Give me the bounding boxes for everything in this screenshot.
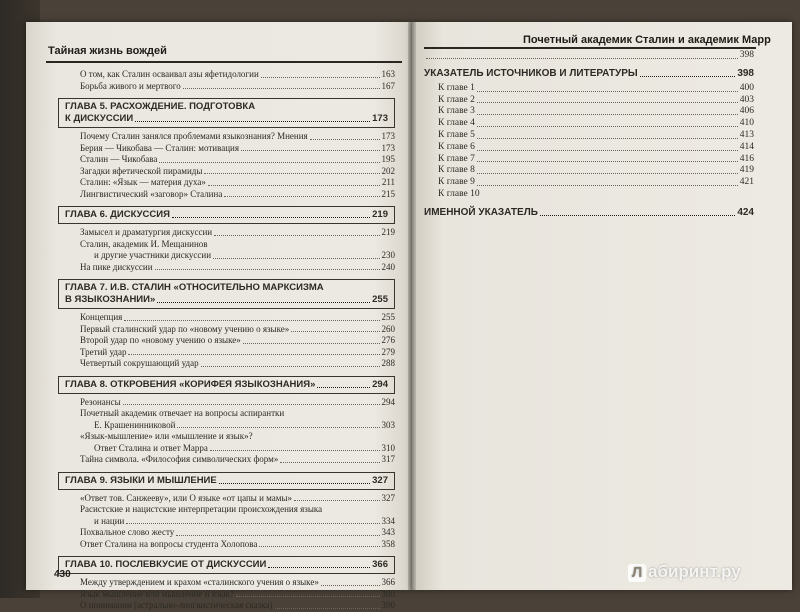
toc-page-number: 279 [381, 346, 395, 357]
dot-leader [177, 427, 379, 428]
toc-page-number: 288 [381, 358, 395, 368]
dot-leader [236, 596, 380, 597]
chapter-heading [58, 556, 395, 574]
toc-page-number: 421 [739, 177, 754, 188]
dot-leader [213, 258, 379, 259]
toc-entry-title: Загадки яфетической пирамиды [80, 165, 203, 176]
chapter-heading-line [65, 101, 388, 113]
dot-leader [426, 58, 738, 59]
toc-page-number: 173 [381, 142, 395, 153]
toc-entry [80, 81, 395, 93]
toc-entry-title: Между утверждением и крахом «сталинского учения о языке» [80, 577, 319, 587]
toc-entry [80, 335, 395, 347]
toc-entry [80, 250, 395, 262]
dot-leader [126, 523, 379, 524]
dot-leader [201, 366, 380, 367]
toc-entry-title: «Ответ тов. Санжееву», или О языке «от цапы и мамы» [80, 492, 293, 503]
toc-page-number: 310 [381, 442, 395, 453]
toc-entry [424, 83, 754, 95]
dot-leader [477, 173, 738, 174]
toc-entry-title: Похвальное слово жесту [80, 527, 175, 537]
toc-page-number: 202 [381, 165, 395, 176]
toc-entry [80, 516, 395, 528]
toc-entry [80, 347, 395, 359]
watermark [628, 562, 741, 582]
toc-entry [424, 95, 754, 107]
dot-leader [214, 235, 379, 236]
dot-leader [321, 585, 380, 586]
toc-page-number: 414 [739, 141, 754, 152]
toc-left-column [65, 69, 395, 612]
chapter-heading [424, 207, 754, 219]
dot-leader [261, 77, 380, 78]
chapter-page-number: 173 [372, 113, 388, 124]
toc-entry-line: Сталин, академик И. Мещанинов [80, 238, 208, 249]
toc-page-number: 294 [381, 396, 395, 407]
chapter-title-text: ГЛАВА 6. ДИСКУССИЯ [65, 209, 170, 220]
toc-entry-title: Сталин — Чикобава [80, 154, 158, 164]
toc-entry [80, 324, 395, 336]
dot-leader [224, 196, 379, 197]
toc-entry [424, 130, 754, 142]
chapter-heading-line [65, 475, 388, 487]
dot-leader [208, 185, 380, 186]
dot-leader [172, 217, 370, 218]
chapter-heading-line [65, 294, 388, 306]
toc-page-number: 317 [381, 454, 395, 464]
toc-entry [80, 262, 395, 274]
toc-entry-title: К главе 7 [438, 153, 475, 164]
dot-leader [219, 483, 370, 484]
toc-entry-title: К главе 6 [438, 141, 475, 152]
toc-entry [80, 131, 395, 143]
toc-page-number: 276 [381, 335, 395, 345]
dot-leader [310, 139, 380, 140]
toc-entry [80, 577, 395, 589]
toc-entry-title: Замысел и драматургия дискуссии [80, 227, 213, 237]
toc-entry [424, 177, 754, 189]
page-number: 430 [54, 569, 71, 580]
toc-entry-title: Почему Сталин занялся проблемами языкознания? Мнения [80, 131, 308, 141]
toc-page-number: 406 [739, 106, 754, 117]
running-head-left: Тайная жизнь вождей [48, 45, 167, 57]
chapter-title-text: ГЛАВА 9. ЯЗЫКИ И МЫШЛЕНИЕ [65, 474, 217, 486]
toc-entry [80, 589, 395, 601]
toc-entry-title: К главе 1 [438, 82, 475, 93]
dot-leader [123, 404, 380, 405]
chapter-heading-line [65, 113, 388, 125]
chapter-title-text: В ЯЗЫКОЗНАНИИ» [65, 294, 156, 305]
toc-entry-line: Расистские и нацистские интерпретации происхождения языка [80, 504, 323, 514]
toc-entry [80, 312, 395, 324]
dot-leader [183, 88, 380, 89]
toc-page-number: 343 [381, 527, 395, 537]
dot-leader [268, 567, 370, 568]
book-gutter [408, 22, 416, 590]
dot-leader [124, 320, 379, 321]
toc-entry [80, 493, 395, 505]
toc-entry [424, 106, 754, 118]
dot-leader [477, 114, 738, 115]
toc-entry [80, 177, 395, 189]
dot-leader [204, 173, 379, 174]
toc-entry-title: Сталин: «Язык — материя духа» [80, 177, 206, 187]
toc-page-number: 215 [381, 188, 395, 199]
chapter-page-number: 398 [737, 67, 754, 79]
dot-leader [155, 269, 380, 270]
dot-leader [640, 76, 736, 77]
toc-page-number: 303 [381, 419, 395, 430]
dot-leader [280, 462, 379, 463]
chapter-heading [58, 279, 395, 309]
chapter-heading-line [65, 559, 388, 571]
toc-entry [80, 443, 395, 455]
toc-entry [80, 227, 395, 239]
toc-entry [80, 397, 395, 409]
toc-entry-title: Язык мышление или мышление и язык? [80, 588, 234, 599]
toc-entry [80, 539, 395, 551]
toc-entry-title: Третий удар [80, 346, 127, 357]
toc-entry-title: К главе 10 [438, 188, 480, 199]
chapter-heading-line [424, 68, 754, 80]
toc-entry-title: Берия — Чикобава — Сталин: мотивация [80, 142, 239, 153]
toc-page-number: 167 [381, 80, 395, 91]
chapter-page-number: 424 [737, 206, 754, 218]
dot-leader [241, 150, 380, 151]
toc-entry [80, 420, 395, 432]
toc-entry-title: Лингвистический «заговор» Сталина [80, 188, 223, 199]
chapter-heading [58, 206, 395, 224]
dot-leader [317, 387, 370, 388]
dot-leader [275, 608, 380, 609]
toc-right-column [424, 50, 754, 222]
toc-page-number: 173 [381, 131, 395, 141]
toc-entry-title: К главе 2 [438, 94, 475, 105]
toc-entry-title: О понимании (астрально-лингвистическая сказка) [80, 600, 273, 610]
toc-page-number: 366 [381, 577, 395, 587]
toc-page-number: 416 [739, 153, 754, 164]
chapter-page-number: 219 [372, 209, 388, 220]
toc-entry-title: Резонансы [80, 396, 121, 407]
toc-entry [80, 69, 395, 81]
dot-leader [477, 138, 738, 139]
toc-page-number: 211 [381, 177, 395, 187]
toc-entry-title: Ответ Сталина на вопросы студента Холопова [80, 538, 258, 549]
toc-page-number: 358 [381, 538, 395, 549]
toc-page-number: 419 [739, 165, 754, 176]
header-rule-right [424, 47, 756, 49]
toc-entry-title: К главе 3 [438, 106, 475, 117]
chapter-title-text: ГЛАВА 7. И.В. СТАЛИН «ОТНОСИТЕЛЬНО МАРКСИЗМА [65, 282, 324, 293]
toc-entry-title: Борьба живого и мертвого [80, 80, 181, 91]
chapter-title-text: ГЛАВА 8. ОТКРОВЕНИЯ «КОРИФЕЯ ЯЗЫКОЗНАНИЯ» [65, 378, 316, 390]
dot-leader [540, 215, 735, 216]
toc-page-number: 260 [381, 323, 395, 334]
toc-page-number: 334 [381, 515, 395, 526]
toc-entry [424, 165, 754, 177]
chapter-page-number: 327 [372, 474, 388, 486]
toc-entry-title: Е. Крашенинниковой [94, 419, 176, 430]
toc-entry-title: и нации [94, 515, 125, 526]
chapter-page-number: 366 [372, 559, 388, 570]
toc-entry-line: Почетный академик отвечает на вопросы аспирантки [80, 408, 285, 418]
chapter-title-text: ГЛАВА 10. ПОСЛЕВКУСИЕ ОТ ДИСКУССИИ [65, 559, 267, 570]
chapter-heading-line [65, 379, 388, 391]
dot-leader [259, 546, 379, 547]
toc-entry [80, 143, 395, 155]
dot-leader [176, 535, 379, 536]
dot-leader [157, 302, 370, 303]
toc-entry-title: Второй удар по «новому учению о языке» [80, 335, 241, 345]
chapter-title-text: ГЛАВА 5. РАСХОЖДЕНИЕ. ПОДГОТОВКА [65, 101, 256, 112]
chapter-heading [58, 376, 395, 394]
dot-leader [159, 162, 379, 163]
dot-leader [243, 343, 380, 344]
toc-entry [80, 154, 395, 166]
dot-leader [477, 150, 738, 151]
toc-page-number: 195 [381, 154, 395, 164]
toc-entry [80, 454, 395, 466]
toc-page-number: 163 [381, 69, 395, 79]
running-head-right: Почетный академик Сталин и академик Марр [523, 34, 771, 46]
toc-entry [80, 600, 395, 612]
toc-entry [80, 527, 395, 539]
toc-entry [424, 50, 754, 62]
toc-page-number: 219 [381, 227, 395, 237]
chapter-heading-line [65, 209, 388, 221]
watermark-text: абиринт.ру [648, 562, 741, 581]
toc-entry-line: «Язык-мышление» или «мышление и язык»? [80, 431, 253, 441]
toc-entry-title: Четвертый сокрушающий удар [80, 358, 199, 368]
toc-entry-title: К главе 5 [438, 129, 475, 140]
toc-entry-title: Тайна символа. «Философия символических форм» [80, 454, 279, 464]
toc-entry-title: К главе 4 [438, 118, 475, 129]
toc-page-number: 230 [381, 250, 395, 260]
toc-entry [80, 358, 395, 370]
chapter-heading-line [424, 207, 754, 219]
toc-page-number: 410 [739, 118, 754, 129]
chapter-heading [424, 68, 754, 80]
toc-entry [424, 189, 754, 201]
dot-leader [477, 91, 738, 92]
chapter-title-text: ИМЕННОЙ УКАЗАТЕЛЬ [424, 206, 538, 218]
toc-entry-title: Концепция [80, 312, 123, 322]
toc-page-number: 380 [381, 588, 395, 599]
toc-entry-title: К главе 8 [438, 165, 475, 176]
dot-leader [477, 126, 738, 127]
toc-entry [424, 142, 754, 154]
dot-leader [128, 354, 379, 355]
chapter-title-text: УКАЗАТЕЛЬ ИСТОЧНИКОВ И ЛИТЕРАТУРЫ [424, 67, 638, 79]
header-rule-left [46, 61, 402, 63]
toc-page-number: 413 [739, 129, 754, 140]
toc-page-number: 327 [381, 492, 395, 503]
chapter-heading [58, 472, 395, 490]
watermark-badge: Л [628, 564, 646, 582]
chapter-page-number: 294 [372, 378, 388, 390]
toc-entry [80, 189, 395, 201]
toc-page-number: 403 [739, 94, 754, 105]
toc-entry-title: О том, как Сталин осваивал азы яфетидологии [80, 69, 259, 79]
toc-entry-title: На пике дискуссии [80, 261, 153, 272]
dot-leader [210, 450, 380, 451]
toc-entry-title: Первый сталинский удар по «новому учению о языке» [80, 323, 290, 334]
toc-entry-title: К главе 9 [438, 177, 475, 188]
chapter-heading-line [65, 282, 388, 294]
toc-entry [80, 166, 395, 178]
toc-entry [424, 118, 754, 130]
dot-leader [135, 121, 370, 122]
chapter-title-text: К ДИСКУССИИ [65, 113, 134, 124]
toc-page-number: 390 [381, 600, 395, 610]
toc-entry-title: Ответ Сталина и ответ Марра [94, 442, 208, 453]
toc-page-number: 400 [739, 82, 754, 93]
chapter-spacer [424, 219, 754, 222]
toc-page-number: 398 [739, 50, 754, 60]
toc-entry [424, 154, 754, 166]
toc-page-number: 240 [381, 261, 395, 272]
chapter-page-number: 255 [372, 294, 388, 305]
dot-leader [477, 185, 738, 186]
toc-page-number: 255 [381, 312, 395, 322]
dot-leader [477, 161, 738, 162]
dot-leader [477, 102, 738, 103]
dot-leader [294, 500, 379, 501]
chapter-heading [58, 98, 395, 128]
dot-leader [291, 331, 379, 332]
toc-entry-title: и другие участники дискуссии [94, 250, 212, 260]
